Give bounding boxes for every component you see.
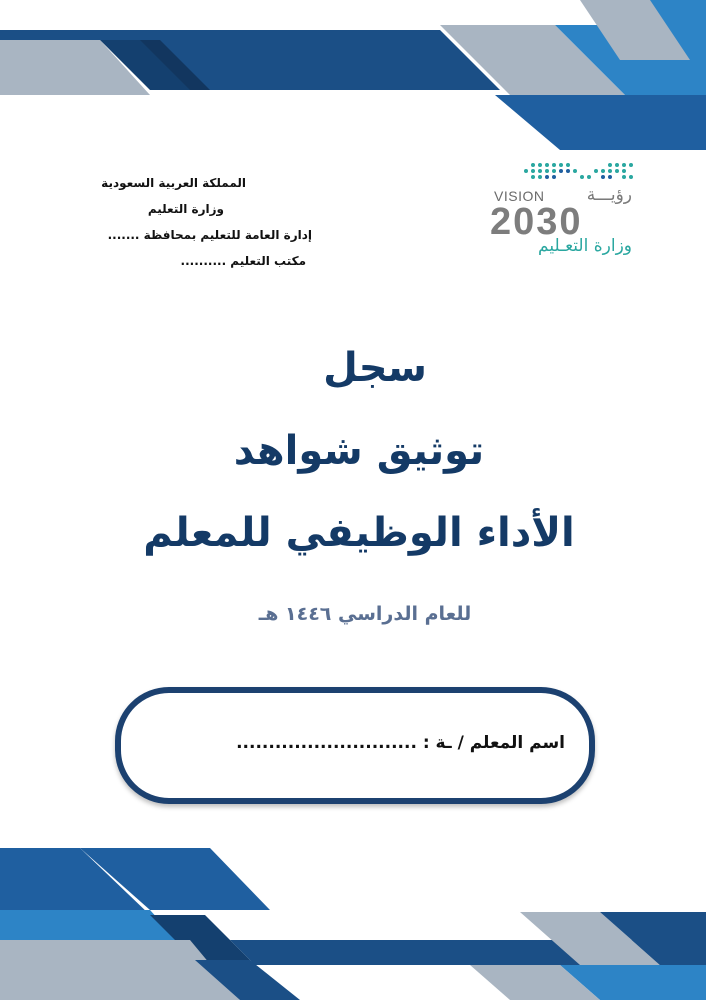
vision-2030-logo xyxy=(488,160,648,265)
office-name: مكتب التعليم .......... xyxy=(180,254,306,268)
title-line-3: الأداء الوظيفي للمعلم xyxy=(143,510,575,556)
vision-word: VISION xyxy=(494,188,545,204)
kingdom-name: المملكة العربية السعودية xyxy=(101,176,246,190)
top-decoration xyxy=(0,0,706,160)
title-line-1: سجل xyxy=(323,345,427,391)
moe-logo-text: وزارة التعـليم xyxy=(538,236,632,256)
year-2030: 2030 xyxy=(490,201,583,243)
teacher-name-box xyxy=(115,687,595,804)
ruyah-word: رؤيـــة xyxy=(586,185,632,205)
ministry-name: وزارة التعليم xyxy=(147,202,224,216)
directorate-name: إدارة العامة للتعليم بمحافظة ....... xyxy=(107,228,312,242)
title-line-2: توثيق شواهد xyxy=(233,428,485,474)
ministry-header xyxy=(72,170,312,274)
academic-year: للعام الدراسي ١٤٤٦ هـ xyxy=(258,603,472,625)
teacher-name-label: اسم المعلم / ـة : ............................ xyxy=(236,733,565,753)
